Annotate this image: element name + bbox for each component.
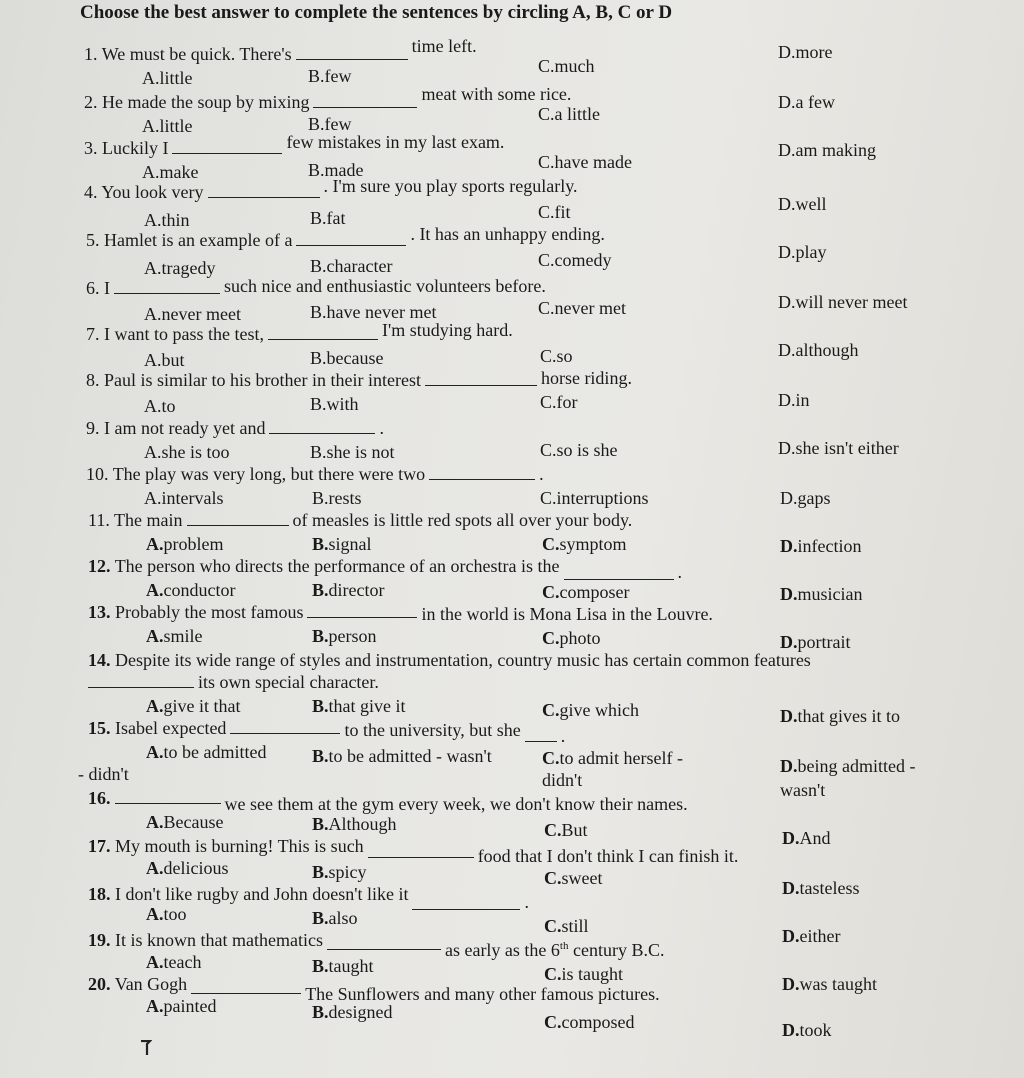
question-6 <box>86 278 1006 324</box>
question-8 <box>86 370 1006 416</box>
option-c[interactable]: C.But <box>544 820 588 840</box>
question-16 <box>88 788 1008 848</box>
question-stem: 1. We must be quick. There's time left. <box>84 36 477 64</box>
question-stem: 14. Despite its wide range of styles and instrumentation, country music has certain common features <box>88 650 811 670</box>
option-a[interactable]: A.she is too <box>144 442 230 462</box>
option-a[interactable]: A.little <box>142 116 193 136</box>
question-stem: 5. Hamlet is an example of a . It has an unhappy ending. <box>86 224 605 250</box>
option-b[interactable]: B.director <box>312 580 385 600</box>
question-9 <box>86 418 1006 464</box>
option-b[interactable]: B.have never met <box>310 302 437 322</box>
option-d[interactable]: D.more <box>778 42 833 62</box>
answer-blank <box>525 727 557 742</box>
option-b[interactable]: B.rests <box>312 488 362 508</box>
question-stem: 8. Paul is similar to his brother in their interest horse riding. <box>86 368 632 390</box>
question-13 <box>88 602 1008 652</box>
question-stem: 10. The play was very long, but there were two . <box>86 464 544 484</box>
option-a[interactable]: A.smile <box>146 626 203 646</box>
option-d-wrap: wasn't <box>780 780 826 800</box>
question-2 <box>84 84 1004 138</box>
option-b[interactable]: B.signal <box>312 534 372 554</box>
question-stem: 3. Luckily I few mistakes in my last exam. <box>84 132 505 158</box>
option-d[interactable]: D.portrait <box>780 632 851 652</box>
option-c[interactable]: C.composed <box>544 1012 635 1032</box>
question-stem: 11. The main of measles is little red spots all over your body. <box>88 510 633 530</box>
answer-blank <box>187 511 289 526</box>
question-15 <box>78 718 1008 800</box>
option-d[interactable]: D.either <box>782 926 841 946</box>
option-d[interactable]: D.am making <box>778 140 876 160</box>
option-a[interactable]: A.Because <box>146 812 224 832</box>
answer-blank <box>172 139 282 154</box>
question-stem: 7. I want to pass the test, I'm studying hard. <box>86 320 513 344</box>
option-a[interactable]: A.tragedy <box>144 258 216 278</box>
question-20 <box>88 974 1008 1040</box>
option-c[interactable]: C.comedy <box>538 250 612 270</box>
option-c[interactable]: C.for <box>540 392 578 412</box>
option-d[interactable]: D.musician <box>780 584 863 604</box>
answer-blank <box>412 895 520 910</box>
option-b[interactable]: B.taught <box>312 956 374 976</box>
question-stem: 17. My mouth is burning! This is such food that I don't think I can finish it. <box>88 836 739 866</box>
option-b[interactable]: B.few <box>308 114 352 134</box>
answer-blank <box>564 565 674 580</box>
option-a[interactable]: A.conductor <box>146 580 236 600</box>
question-stem: 20. Van Gogh The Sunflowers and many other famous pictures. <box>88 974 660 1004</box>
option-d[interactable]: D.she isn't either <box>778 438 899 458</box>
answer-blank <box>327 935 441 950</box>
option-a[interactable]: A.teach <box>146 952 202 972</box>
question-stem: 15. Isabel expected to the university, but she . <box>88 718 566 746</box>
option-c[interactable]: C.symptom <box>542 534 627 554</box>
option-c[interactable]: C.is taught <box>544 964 623 984</box>
question-5 <box>86 224 1006 278</box>
option-b[interactable]: B.designed <box>312 1002 393 1022</box>
option-a[interactable]: A.make <box>142 162 199 182</box>
option-a[interactable]: A.to be admitted <box>146 742 267 762</box>
option-c[interactable]: C.so is she <box>540 440 618 460</box>
option-d[interactable]: D.being admitted - <box>780 756 916 776</box>
answer-blank <box>88 673 194 688</box>
answer-blank <box>296 45 408 60</box>
option-a[interactable]: A.but <box>144 350 185 370</box>
option-b[interactable]: B.that give it <box>312 696 406 716</box>
option-d[interactable]: D.was taught <box>782 974 877 994</box>
option-a[interactable]: A.problem <box>146 534 224 554</box>
option-a[interactable]: A.to <box>144 396 176 416</box>
cursor-mark <box>140 1040 152 1056</box>
question-stem: 9. I am not ready yet and . <box>86 418 384 438</box>
option-c[interactable]: C.give which <box>542 700 639 720</box>
question-stem: 12. The person who directs the performance of an orchestra is the . <box>88 556 683 582</box>
option-b[interactable]: B.she is not <box>310 442 395 462</box>
option-d[interactable]: D.And <box>782 828 831 848</box>
option-a[interactable]: A.never meet <box>144 304 241 324</box>
option-b[interactable]: B.few <box>308 66 352 86</box>
option-b[interactable]: B.also <box>312 908 358 928</box>
option-d[interactable]: D.a few <box>778 92 835 112</box>
option-b[interactable]: B.because <box>310 348 384 368</box>
option-d[interactable]: D.will never meet <box>778 292 908 312</box>
answer-blank <box>269 419 375 434</box>
option-d[interactable]: D.infection <box>780 536 862 556</box>
option-a[interactable]: A.painted <box>146 996 217 1016</box>
option-b[interactable]: B.Although <box>312 814 397 834</box>
answer-blank <box>191 979 301 994</box>
question-7 <box>86 320 1006 370</box>
question-stem-continuation: its own special character. <box>88 672 379 693</box>
question-12 <box>88 556 1008 602</box>
option-d[interactable]: D.well <box>778 194 827 214</box>
option-c[interactable]: C.still <box>544 916 589 936</box>
option-c[interactable]: C.to admit herself - <box>542 748 683 768</box>
option-b[interactable]: B.fat <box>310 208 346 228</box>
answer-blank <box>114 279 220 294</box>
option-b[interactable]: B.spicy <box>312 862 367 882</box>
option-c[interactable]: C.interruptions <box>540 488 649 508</box>
option-a[interactable]: A.thin <box>144 210 190 230</box>
option-a[interactable]: A.give it that <box>146 696 241 716</box>
question-11 <box>88 510 1008 556</box>
option-b[interactable]: B.person <box>312 626 377 646</box>
option-c[interactable]: C.so <box>540 346 573 366</box>
question-stem: 13. Probably the most famous in the world is Mona Lisa in the Louvre. <box>88 602 713 624</box>
option-d[interactable]: D.that gives it to <box>780 706 900 726</box>
question-4 <box>84 176 1004 230</box>
option-d[interactable]: D.in <box>778 390 810 410</box>
option-b[interactable]: B.made <box>308 160 364 180</box>
option-b[interactable]: B.to be admitted - wasn't <box>312 746 492 766</box>
option-a-wrap: - didn't <box>78 764 129 784</box>
question-stem: 19. It is known that mathematics as early as the 6th century B.C. <box>88 930 665 960</box>
question-10 <box>86 464 1006 510</box>
option-c[interactable]: C.photo <box>542 628 601 648</box>
answer-blank <box>429 465 535 480</box>
question-stem: 4. You look very . I'm sure you play sports regularly. <box>84 176 578 202</box>
option-a[interactable]: A.delicious <box>146 858 229 878</box>
option-c[interactable]: C.fit <box>538 202 571 222</box>
instruction-heading: Choose the best answer to complete the sentences by circling A, B, C or D <box>80 2 673 23</box>
option-a[interactable]: A.little <box>142 68 193 88</box>
answer-blank <box>115 789 221 804</box>
question-stem: 18. I don't like rugby and John doesn't like it . <box>88 884 529 912</box>
option-a[interactable]: A.too <box>146 904 187 924</box>
option-a[interactable]: A.intervals <box>144 488 224 508</box>
option-b[interactable]: B.character <box>310 256 393 276</box>
question-stem: 6. I such nice and enthusiastic volunteers before. <box>86 276 546 298</box>
option-c[interactable]: C.have made <box>538 152 632 172</box>
answer-blank <box>268 325 378 340</box>
option-c[interactable]: C.never met <box>538 298 626 318</box>
option-d[interactable]: D.tasteless <box>782 878 860 898</box>
option-c[interactable]: C.sweet <box>544 868 603 888</box>
answer-blank <box>425 371 537 386</box>
option-c-wrap: didn't <box>542 770 583 790</box>
answer-blank <box>230 719 340 734</box>
question-stem: 16. we see them at the gym every week, we don't know their names. <box>88 788 688 814</box>
answer-blank <box>307 603 417 618</box>
question-14 <box>88 650 1008 726</box>
answer-blank <box>368 843 474 858</box>
question-stem: 2. He made the soup by mixing meat with some rice. <box>84 84 572 112</box>
option-c[interactable]: C.composer <box>542 582 630 602</box>
option-b[interactable]: B.with <box>310 394 359 414</box>
answer-blank <box>313 93 417 108</box>
option-d[interactable]: D.gaps <box>780 488 831 508</box>
option-d[interactable]: D.play <box>778 242 827 262</box>
option-c[interactable]: C.a little <box>538 104 600 124</box>
answer-blank <box>296 231 406 246</box>
answer-blank <box>208 183 320 198</box>
option-d[interactable]: D.although <box>778 340 859 360</box>
option-d[interactable]: D.took <box>782 1020 832 1040</box>
option-c[interactable]: C.much <box>538 56 595 76</box>
